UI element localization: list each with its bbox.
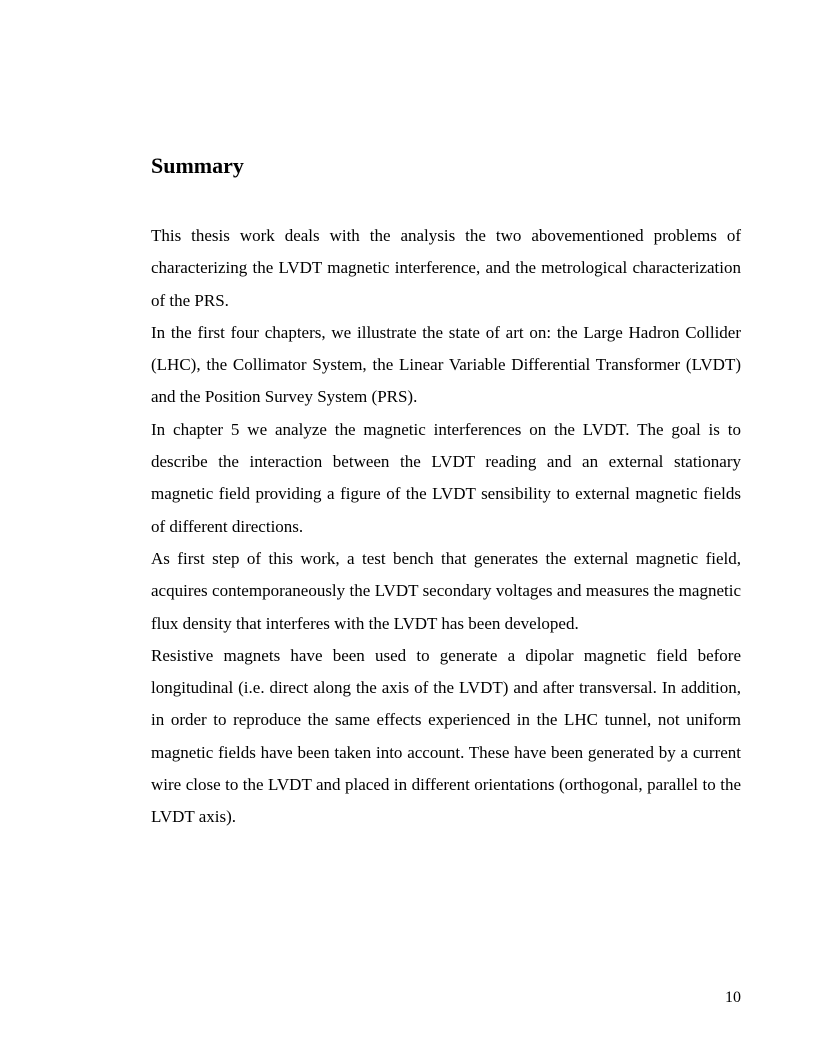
paragraph-chapter-5: In chapter 5 we analyze the magnetic interferences on the LVDT. The goal is to describe the interaction between the LVDT reading and an external stationary magnetic field providing a figure of the LVDT sensibility to external magnetic fields of different directions. bbox=[151, 419, 741, 536]
paragraph-test-bench: As first step of this work, a test bench that generates the external magnetic field, acquires contemporaneously the LVDT secondary voltages and measures the magnetic flux density that interferes with the LVDT has been developed. bbox=[151, 548, 741, 633]
paragraph-resistive-magnets: Resistive magnets have been used to generate a dipolar magnetic field before longitudinal (i.e. direct along the axis of the LVDT) and after transversal. In addition, in order to reproduce the same effects experienced in the LHC tunnel, not uniform magnetic fields have been taken into account. These have been generated by a current wire close to the LVDT and placed in different orientations (orthogonal, parallel to the LVDT axis). bbox=[151, 645, 741, 827]
page-number: 10 bbox=[725, 989, 741, 1006]
paragraph-chapters-overview: In the first four chapters, we illustrate the state of art on: the Large Hadron Collider (LHC), the Collimator System, the Linear Variable Differential Transformer (LVDT) and the Position Survey System (PRS). bbox=[151, 322, 741, 407]
summary-body bbox=[151, 220, 741, 834]
paragraph-intro: This thesis work deals with the analysis the two abovementioned problems of characterizing the LVDT magnetic interference, and the metrological characterization of the PRS. bbox=[151, 226, 741, 310]
section-heading: Summary bbox=[151, 153, 244, 178]
